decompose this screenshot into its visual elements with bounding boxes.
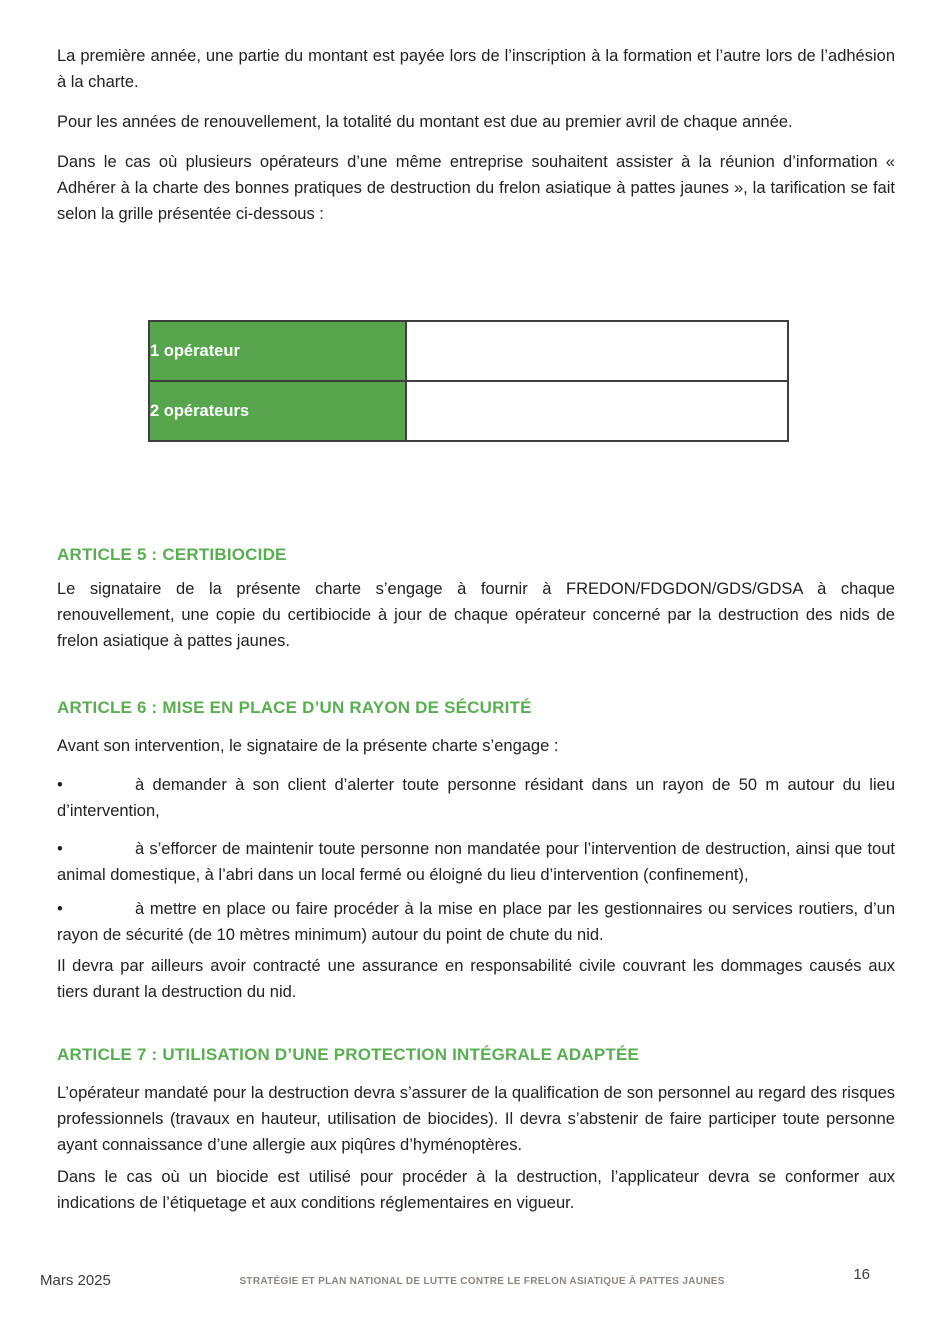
article-6-outro: Il devra par ailleurs avoir contracté une assurance en responsabilité civile couvrant les dommages causés aux tiers durant la destruction du nid. <box>57 957 895 1001</box>
table-row <box>149 381 788 441</box>
bullet-text: à s’efforcer de maintenir toute personne non mandatée pour l’intervention de destruction, ainsi que tout animal domestique, à l’abri dans un local fermé ou éloigné du lieu d’intervention (confinement), <box>57 840 895 884</box>
bullet-icon: • <box>57 776 63 794</box>
article-7-heading: ARTICLE 7 : UTILISATION D’UNE PROTECTION INTÉGRALE ADAPTÉE <box>57 1045 640 1064</box>
table-value-cell <box>406 321 788 381</box>
article-6-bullet <box>57 836 895 888</box>
article-6-bullet <box>57 896 895 948</box>
table-row <box>149 321 788 381</box>
bullet-icon: • <box>57 900 63 918</box>
article-7-paragraph: Dans le cas où un biocide est utilisé pour procéder à la destruction, l’applicateur devra se conformer aux indications de l’étiquetage et aux conditions réglementaires en vigueur. <box>57 1168 895 1212</box>
intro-paragraph: Pour les années de renouvellement, la totalité du montant est due au premier avril de chaque année. <box>57 113 793 131</box>
intro-paragraph: Dans le cas où plusieurs opérateurs d’une même entreprise souhaitent assister à la réunion d’information « Adhérer à la charte des bonnes pratiques de destruction du frelon asiatique à pattes jaunes », la tarification se fait selon la grille présentée ci-dessous : <box>57 153 895 223</box>
article-6-intro: Avant son intervention, le signataire de la présente charte s’engage : <box>57 737 559 755</box>
table-label-cell: 1 opérateur <box>149 321 406 381</box>
page-number: 16 <box>853 1266 870 1283</box>
pricing-table <box>148 320 789 442</box>
article-7-paragraph: L’opérateur mandaté pour la destruction devra s’assurer de la qualification de son personnel au regard des risques professionnels (travaux en hauteur, utilisation de biocides). Il devra s’abstenir de faire participer toute personne ayant connaissance d’une allergie aux piqûres d’hyménoptères. <box>57 1084 895 1154</box>
footer-title: STRATÉGIE ET PLAN NATIONAL DE LUTTE CONTRE LE FRELON ASIATIQUE À PATTES JAUNES <box>239 1276 725 1287</box>
article-5-heading: ARTICLE 5 : CERTIBIOCIDE <box>57 545 287 564</box>
pricing-table-container <box>148 320 895 442</box>
table-label-cell: 2 opérateurs <box>149 381 406 441</box>
bullet-text: à mettre en place ou faire procéder à la mise en place par les gestionnaires ou services routiers, d’un rayon de sécurité (de 10 mètres minimum) autour du point de chute du nid. <box>57 900 895 944</box>
page-footer <box>40 1266 870 1289</box>
bullet-icon: • <box>57 840 63 858</box>
footer-date: Mars 2025 <box>40 1272 111 1289</box>
table-value-cell <box>406 381 788 441</box>
bullet-text: à demander à son client d’alerter toute personne résidant dans un rayon de 50 m autour du lieu d’intervention, <box>57 776 895 820</box>
article-6-bullet <box>57 772 895 824</box>
intro-paragraph: La première année, une partie du montant est payée lors de l’inscription à la formation et l’autre lors de l’adhésion à la charte. <box>57 47 895 91</box>
article-6-heading: ARTICLE 6 : MISE EN PLACE D’UN RAYON DE SÉCURITÉ <box>57 698 532 717</box>
article-5-paragraph: Le signataire de la présente charte s’engage à fournir à FREDON/FDGDON/GDS/GDSA à chaque renouvellement, une copie du certibiocide à jour de chaque opérateur concerné par la destruction des nids de frelon asiatique à pattes jaunes. <box>57 580 895 650</box>
